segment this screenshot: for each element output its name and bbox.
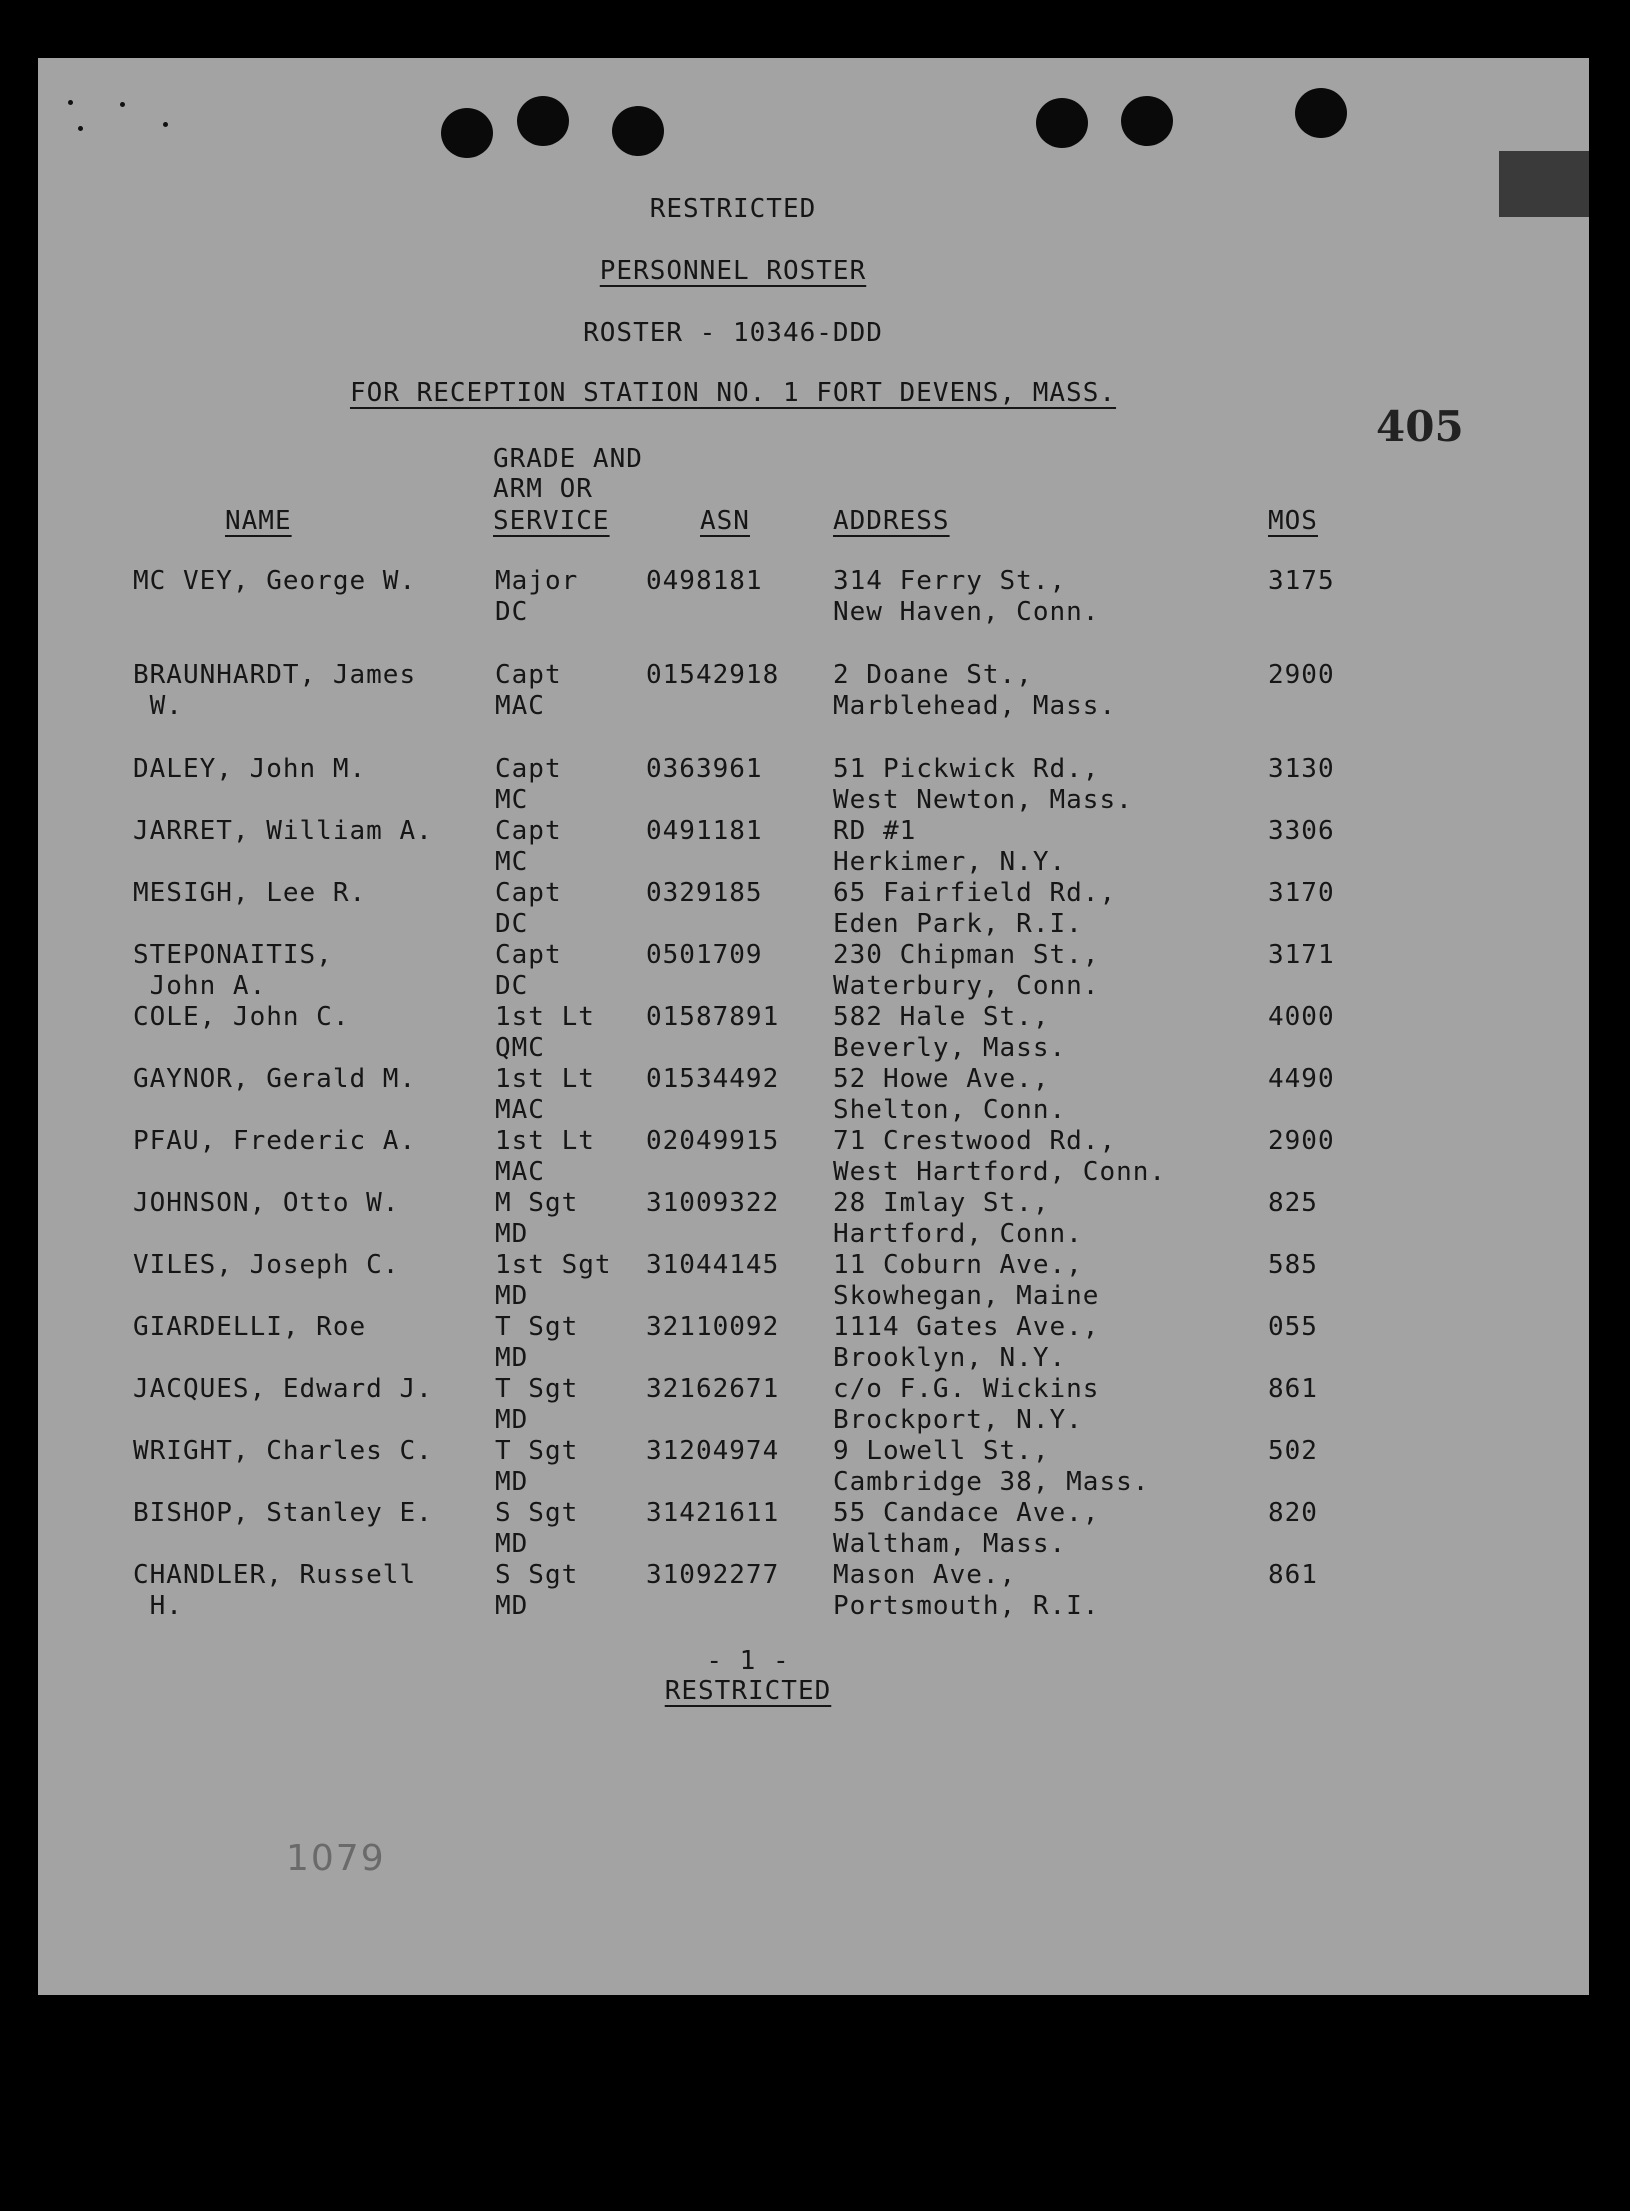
cell-address: 65 Fairfield Rd., Eden Park, R.I. xyxy=(833,878,1117,939)
cell-grade: Capt DC xyxy=(495,940,562,1001)
table-row xyxy=(38,878,1589,942)
cell-grade: Capt MC xyxy=(495,816,562,877)
header-mos: MOS xyxy=(1268,506,1318,536)
header-grade-line3: SERVICE xyxy=(493,506,610,536)
cell-name: JOHNSON, Otto W. xyxy=(133,1188,400,1218)
pencil-note: 1079 xyxy=(286,1838,386,1879)
cell-address: 2 Doane St., Marblehead, Mass. xyxy=(833,660,1117,721)
punch-hole xyxy=(612,106,664,156)
cell-asn: 31092277 xyxy=(646,1560,780,1590)
station-line: FOR RECEPTION STATION NO. 1 FORT DEVENS, MASS. xyxy=(349,378,1117,408)
cell-mos: 3171 xyxy=(1268,940,1335,970)
header-asn: ASN xyxy=(700,506,750,536)
table-row xyxy=(38,1560,1589,1624)
classification-footer: RESTRICTED xyxy=(664,1676,832,1706)
cell-asn: 0329185 xyxy=(646,878,763,908)
cell-address: 582 Hale St., Beverly, Mass. xyxy=(833,1002,1067,1063)
cell-grade: 1st Lt QMC xyxy=(495,1002,595,1063)
header-address: ADDRESS xyxy=(833,506,950,536)
punch-hole xyxy=(1295,88,1347,138)
cell-mos: 2900 xyxy=(1268,660,1335,690)
cell-name: WRIGHT, Charles C. xyxy=(133,1436,433,1466)
cell-asn: 0498181 xyxy=(646,566,763,596)
cell-asn: 01534492 xyxy=(646,1064,780,1094)
table-row xyxy=(38,1064,1589,1128)
table-row xyxy=(38,1498,1589,1562)
cell-name: PFAU, Frederic A. xyxy=(133,1126,417,1156)
cell-mos: 861 xyxy=(1268,1374,1318,1404)
cell-grade: 1st Lt MAC xyxy=(495,1126,595,1187)
cell-name: JARRET, William A. xyxy=(133,816,433,846)
punch-hole xyxy=(1036,98,1088,148)
cell-address: 55 Candace Ave., Waltham, Mass. xyxy=(833,1498,1100,1559)
table-row xyxy=(38,1312,1589,1376)
cell-asn: 31009322 xyxy=(646,1188,780,1218)
cell-address: RD #1 Herkimer, N.Y. xyxy=(833,816,1067,877)
table-row xyxy=(38,660,1589,724)
cell-address: 9 Lowell St., Cambridge 38, Mass. xyxy=(833,1436,1150,1497)
ink-speck xyxy=(163,122,168,127)
cell-address: 28 Imlay St., Hartford, Conn. xyxy=(833,1188,1083,1249)
page-stamp: 405 xyxy=(1376,402,1464,451)
cell-address: 52 Howe Ave., Shelton, Conn. xyxy=(833,1064,1067,1125)
header-grade-line2: ARM OR xyxy=(493,474,593,504)
cell-mos: 861 xyxy=(1268,1560,1318,1590)
cell-mos: 502 xyxy=(1268,1436,1318,1466)
cell-grade: T Sgt MD xyxy=(495,1312,579,1373)
cell-address: Mason Ave., Portsmouth, R.I. xyxy=(833,1560,1100,1621)
cell-grade: S Sgt MD xyxy=(495,1560,579,1621)
cell-address: 314 Ferry St., New Haven, Conn. xyxy=(833,566,1100,627)
cell-address: 51 Pickwick Rd., West Newton, Mass. xyxy=(833,754,1133,815)
classification-header: RESTRICTED xyxy=(649,194,817,224)
cell-grade: Major DC xyxy=(495,566,579,627)
cell-name: STEPONAITIS, John A. xyxy=(133,940,333,1001)
table-row xyxy=(38,1374,1589,1438)
roster-title: PERSONNEL ROSTER xyxy=(599,256,867,286)
cell-name: JACQUES, Edward J. xyxy=(133,1374,433,1404)
cell-grade: T Sgt MD xyxy=(495,1436,579,1497)
table-row xyxy=(38,1250,1589,1314)
cell-mos: 055 xyxy=(1268,1312,1318,1342)
header-name: NAME xyxy=(225,506,292,536)
cell-asn: 02049915 xyxy=(646,1126,780,1156)
edge-tab xyxy=(1499,151,1589,217)
cell-mos: 4000 xyxy=(1268,1002,1335,1032)
cell-grade: T Sgt MD xyxy=(495,1374,579,1435)
cell-asn: 31204974 xyxy=(646,1436,780,1466)
page-number: - 1 - xyxy=(706,1646,790,1676)
cell-mos: 2900 xyxy=(1268,1126,1335,1156)
cell-name: GAYNOR, Gerald M. xyxy=(133,1064,417,1094)
cell-asn: 0363961 xyxy=(646,754,763,784)
table-row xyxy=(38,1126,1589,1190)
cell-address: 230 Chipman St., Waterbury, Conn. xyxy=(833,940,1100,1001)
cell-name: COLE, John C. xyxy=(133,1002,350,1032)
paper-sheet xyxy=(38,58,1589,1995)
table-row xyxy=(38,566,1589,630)
cell-grade: M Sgt MD xyxy=(495,1188,579,1249)
ink-speck xyxy=(68,100,73,105)
ink-speck xyxy=(120,102,125,107)
table-row xyxy=(38,940,1589,1004)
table-row xyxy=(38,816,1589,880)
cell-grade: Capt MC xyxy=(495,754,562,815)
roster-number: ROSTER - 10346-DDD xyxy=(583,318,883,348)
punch-hole xyxy=(441,108,493,158)
cell-name: CHANDLER, Russell H. xyxy=(133,1560,417,1621)
cell-address: 11 Coburn Ave., Skowhegan, Maine xyxy=(833,1250,1100,1311)
cell-asn: 31421611 xyxy=(646,1498,780,1528)
cell-address: 71 Crestwood Rd., West Hartford, Conn. xyxy=(833,1126,1167,1187)
cell-address: c/o F.G. Wickins Brockport, N.Y. xyxy=(833,1374,1100,1435)
cell-asn: 0501709 xyxy=(646,940,763,970)
cell-name: DALEY, John M. xyxy=(133,754,367,784)
cell-mos: 3130 xyxy=(1268,754,1335,784)
cell-mos: 3170 xyxy=(1268,878,1335,908)
cell-grade: S Sgt MD xyxy=(495,1498,579,1559)
cell-grade: 1st Lt MAC xyxy=(495,1064,595,1125)
cell-asn: 0491181 xyxy=(646,816,763,846)
cell-name: BISHOP, Stanley E. xyxy=(133,1498,433,1528)
table-row xyxy=(38,754,1589,818)
cell-mos: 820 xyxy=(1268,1498,1318,1528)
ink-speck xyxy=(78,126,83,131)
cell-address: 1114 Gates Ave., Brooklyn, N.Y. xyxy=(833,1312,1100,1373)
cell-grade: Capt MAC xyxy=(495,660,562,721)
cell-name: GIARDELLI, Roe xyxy=(133,1312,367,1342)
header-grade-line1: GRADE AND xyxy=(493,444,643,474)
cell-asn: 01542918 xyxy=(646,660,780,690)
cell-asn: 01587891 xyxy=(646,1002,780,1032)
table-row xyxy=(38,1002,1589,1066)
cell-asn: 32162671 xyxy=(646,1374,780,1404)
cell-name: MC VEY, George W. xyxy=(133,566,417,596)
cell-name: MESIGH, Lee R. xyxy=(133,878,367,908)
cell-grade: Capt DC xyxy=(495,878,562,939)
cell-mos: 3175 xyxy=(1268,566,1335,596)
punch-hole xyxy=(1121,96,1173,146)
cell-name: BRAUNHARDT, James W. xyxy=(133,660,417,721)
table-row xyxy=(38,1436,1589,1500)
punch-hole xyxy=(517,96,569,146)
cell-mos: 4490 xyxy=(1268,1064,1335,1094)
cell-asn: 32110092 xyxy=(646,1312,780,1342)
cell-name: VILES, Joseph C. xyxy=(133,1250,400,1280)
cell-mos: 825 xyxy=(1268,1188,1318,1218)
cell-grade: 1st Sgt MD xyxy=(495,1250,612,1311)
cell-mos: 585 xyxy=(1268,1250,1318,1280)
table-row xyxy=(38,1188,1589,1252)
cell-mos: 3306 xyxy=(1268,816,1335,846)
cell-asn: 31044145 xyxy=(646,1250,780,1280)
